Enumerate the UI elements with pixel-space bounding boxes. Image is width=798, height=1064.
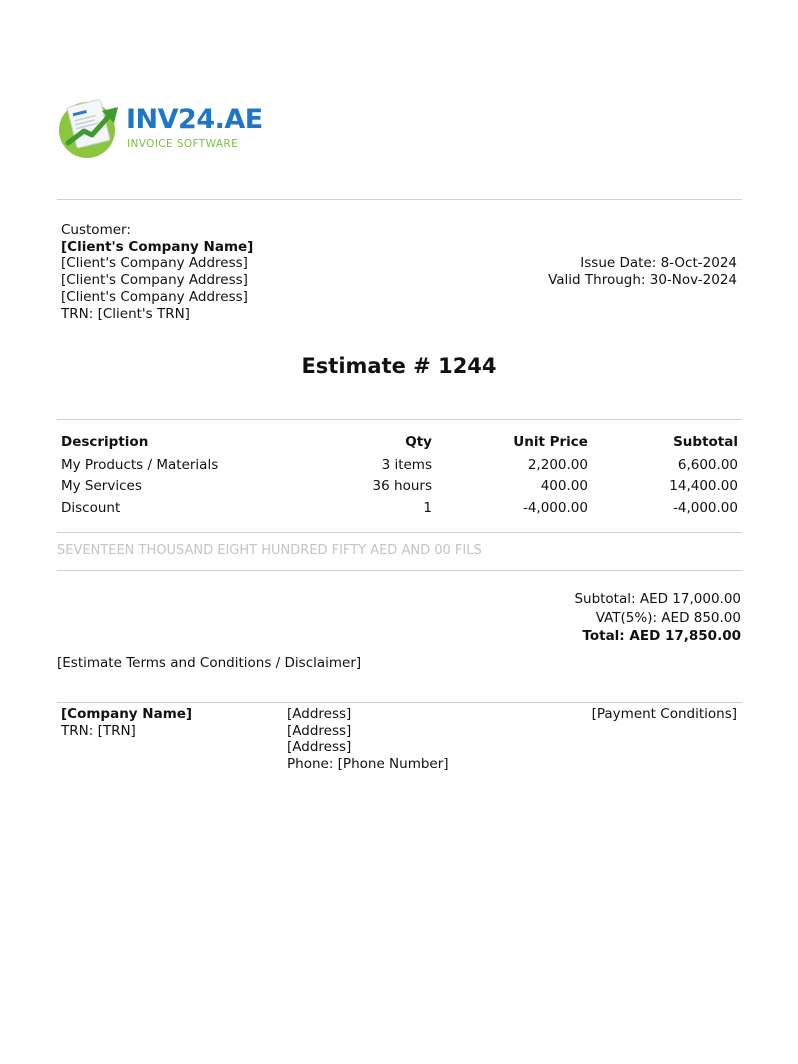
footer-address-line: [Address]	[287, 722, 352, 739]
header-divider	[57, 199, 742, 200]
customer-address-line: [Client's Company Address]	[61, 272, 248, 289]
table-top-divider	[57, 419, 742, 420]
table-row	[57, 476, 742, 498]
document-title: Estimate # 1244	[301, 354, 497, 378]
items-table	[57, 430, 742, 519]
footer-divider	[57, 702, 742, 703]
column-header-subtotal: Subtotal	[673, 434, 738, 450]
footer-address	[287, 706, 449, 773]
amount-in-words: SEVENTEEN THOUSAND EIGHT HUNDRED FIFTY AED AND 00 FILS	[57, 543, 482, 558]
logo-subtitle: INVOICE SOFTWARE	[127, 138, 239, 150]
row-description: My Services	[61, 478, 142, 495]
footer-payment	[592, 706, 737, 723]
terms-text: [Estimate Terms and Conditions / Disclaimer]	[57, 655, 362, 671]
vat-amount: VAT(5%): AED 850.00	[595, 609, 741, 626]
logo-chart-icon	[58, 97, 124, 159]
customer-block	[61, 222, 253, 322]
column-header-unit-price: Unit Price	[513, 434, 588, 450]
column-header-description: Description	[61, 434, 149, 450]
logo-title: INV24.AE	[126, 104, 263, 135]
row-unit-price: 400.00	[540, 478, 588, 495]
footer-trn: TRN: [TRN]	[61, 722, 136, 739]
row-description: My Products / Materials	[61, 456, 219, 473]
row-unit-price: 2,200.00	[527, 456, 588, 473]
row-subtotal: -4,000.00	[673, 499, 738, 516]
company-logo	[58, 97, 263, 159]
footer-address-line: [Address]	[287, 706, 352, 722]
customer-address-line: [Client's Company Address]	[61, 255, 248, 272]
column-header-qty: Qty	[405, 434, 432, 450]
table-header-row	[57, 430, 742, 454]
payment-conditions: [Payment Conditions]	[591, 706, 737, 722]
customer-trn: TRN: [Client's TRN]	[61, 305, 190, 322]
subtotal-amount: Subtotal: AED 17,000.00	[574, 591, 741, 607]
row-qty: 3 items	[381, 456, 432, 473]
row-qty: 36 hours	[372, 478, 432, 495]
customer-label: Customer:	[61, 222, 131, 238]
footer-company-name: [Company Name]	[61, 706, 193, 722]
issue-date: Issue Date: 8-Oct-2024	[580, 255, 737, 271]
words-divider	[57, 570, 742, 571]
row-unit-price: -4,000.00	[522, 499, 588, 516]
customer-name: [Client's Company Name]	[61, 238, 254, 255]
table-row	[57, 454, 742, 476]
footer-phone: Phone: [Phone Number]	[287, 756, 449, 773]
dates-block	[548, 255, 737, 288]
customer-address-line: [Client's Company Address]	[61, 288, 248, 305]
valid-through-date: Valid Through: 30-Nov-2024	[548, 271, 737, 288]
footer-address-line: [Address]	[287, 739, 352, 756]
row-qty: 1	[423, 499, 432, 516]
row-subtotal: 14,400.00	[669, 478, 738, 495]
total-amount: Total: AED 17,850.00	[582, 628, 741, 644]
totals-block	[574, 590, 741, 646]
table-bottom-divider	[57, 532, 742, 533]
row-description: Discount	[61, 499, 121, 516]
table-row	[57, 497, 742, 519]
footer-company	[61, 706, 192, 739]
row-subtotal: 6,600.00	[677, 456, 738, 473]
